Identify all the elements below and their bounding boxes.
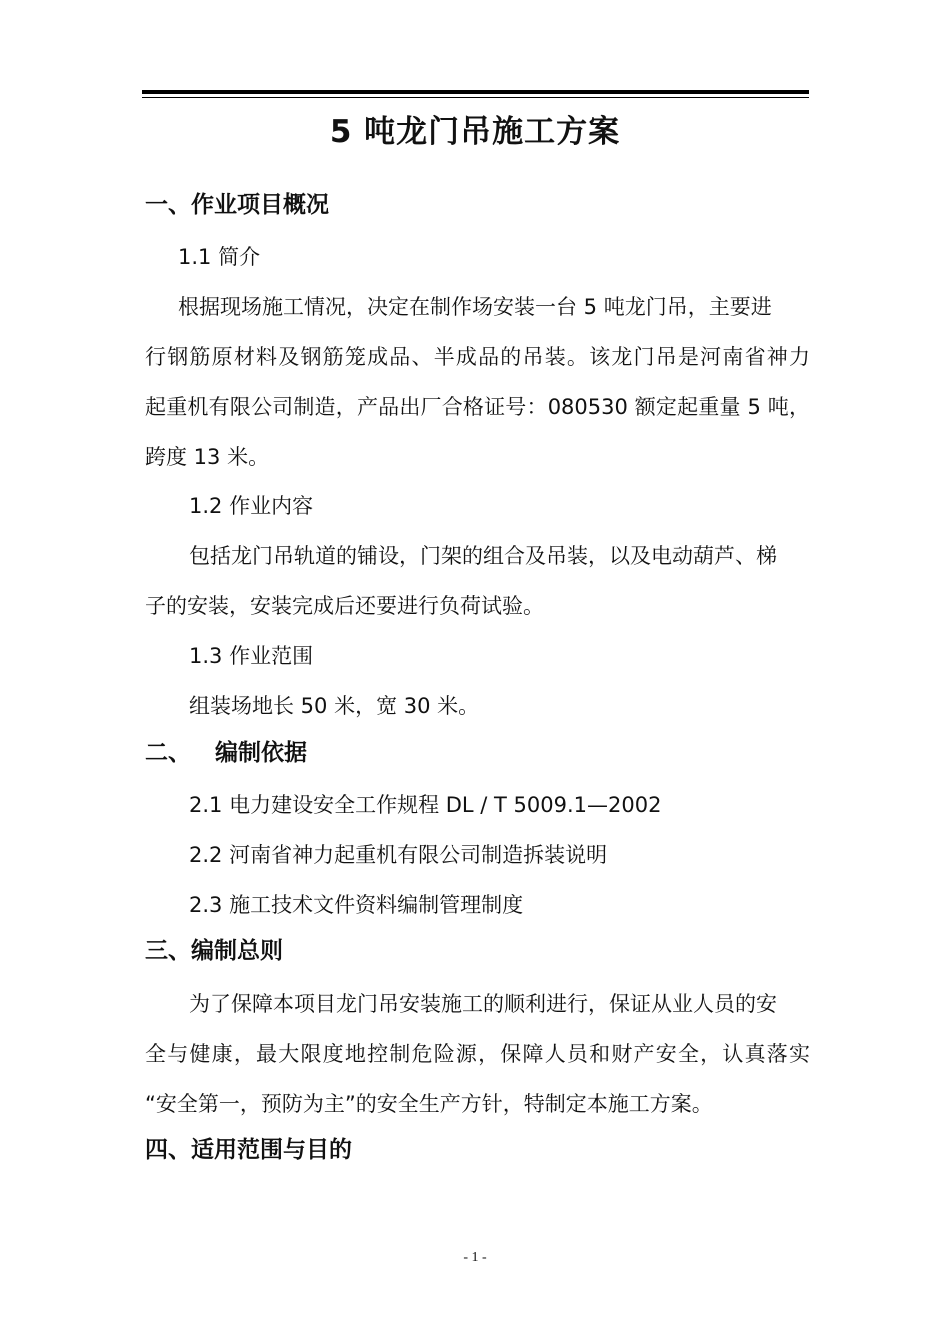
subheading-1-2: 1.2 作业内容 <box>189 494 314 518</box>
header-rule-thin <box>142 97 809 98</box>
page-number: - 1 - <box>463 1250 487 1265</box>
paragraph-1-1-line-4: 跨度 13 米。 <box>145 445 270 469</box>
document-title: 5 吨龙门吊施工方案 <box>329 114 621 150</box>
paragraph-1-1-line-1: 根据现场施工情况，决定在制作场安装一台 5 吨龙门吊，主要进 <box>178 295 772 319</box>
paragraph-1-1-line-2: 行钢筋原材料及钢筋笼成品、半成品的吊装。该龙门吊是河南省神力 <box>145 345 810 369</box>
subheading-1-3: 1.3 作业范围 <box>189 644 314 668</box>
section-heading-1: 一、作业项目概况 <box>145 192 329 218</box>
paragraph-3-line-3: “安全第一，预防为主”的安全生产方针，特制定本施工方案。 <box>145 1092 713 1116</box>
paragraph-3-line-2: 全与健康，最大限度地控制危险源，保障人员和财产安全，认真落实 <box>145 1042 810 1066</box>
paragraph-1-2-line-1: 包括龙门吊轨道的铺设，门架的组合及吊装，以及电动葫芦、梯 <box>189 544 777 568</box>
basis-item-2-2: 2.2 河南省神力起重机有限公司制造拆装说明 <box>189 843 608 867</box>
basis-item-2-3: 2.3 施工技术文件资料编制管理制度 <box>189 893 524 917</box>
paragraph-1-1-line-3: 起重机有限公司制造，产品出厂合格证号：080530 额定起重量 5 吨， <box>145 395 810 419</box>
header-rule-thick <box>142 90 809 94</box>
basis-item-2-1: 2.1 电力建设安全工作规程 DL / T 5009.1—2002 <box>189 793 662 817</box>
section-heading-2: 二、 编制依据 <box>145 740 308 766</box>
paragraph-3-line-1: 为了保障本项目龙门吊安装施工的顺利进行，保证从业人员的安 <box>189 992 777 1016</box>
section-heading-3: 三、编制总则 <box>145 938 283 964</box>
paragraph-1-3: 组装场地长 50 米，宽 30 米。 <box>189 694 480 718</box>
subheading-1-1: 1.1 简介 <box>178 245 261 269</box>
section-heading-4: 四、适用范围与目的 <box>145 1137 352 1163</box>
paragraph-1-2-line-2: 子的安装，安装完成后还要进行负荷试验。 <box>145 594 544 618</box>
